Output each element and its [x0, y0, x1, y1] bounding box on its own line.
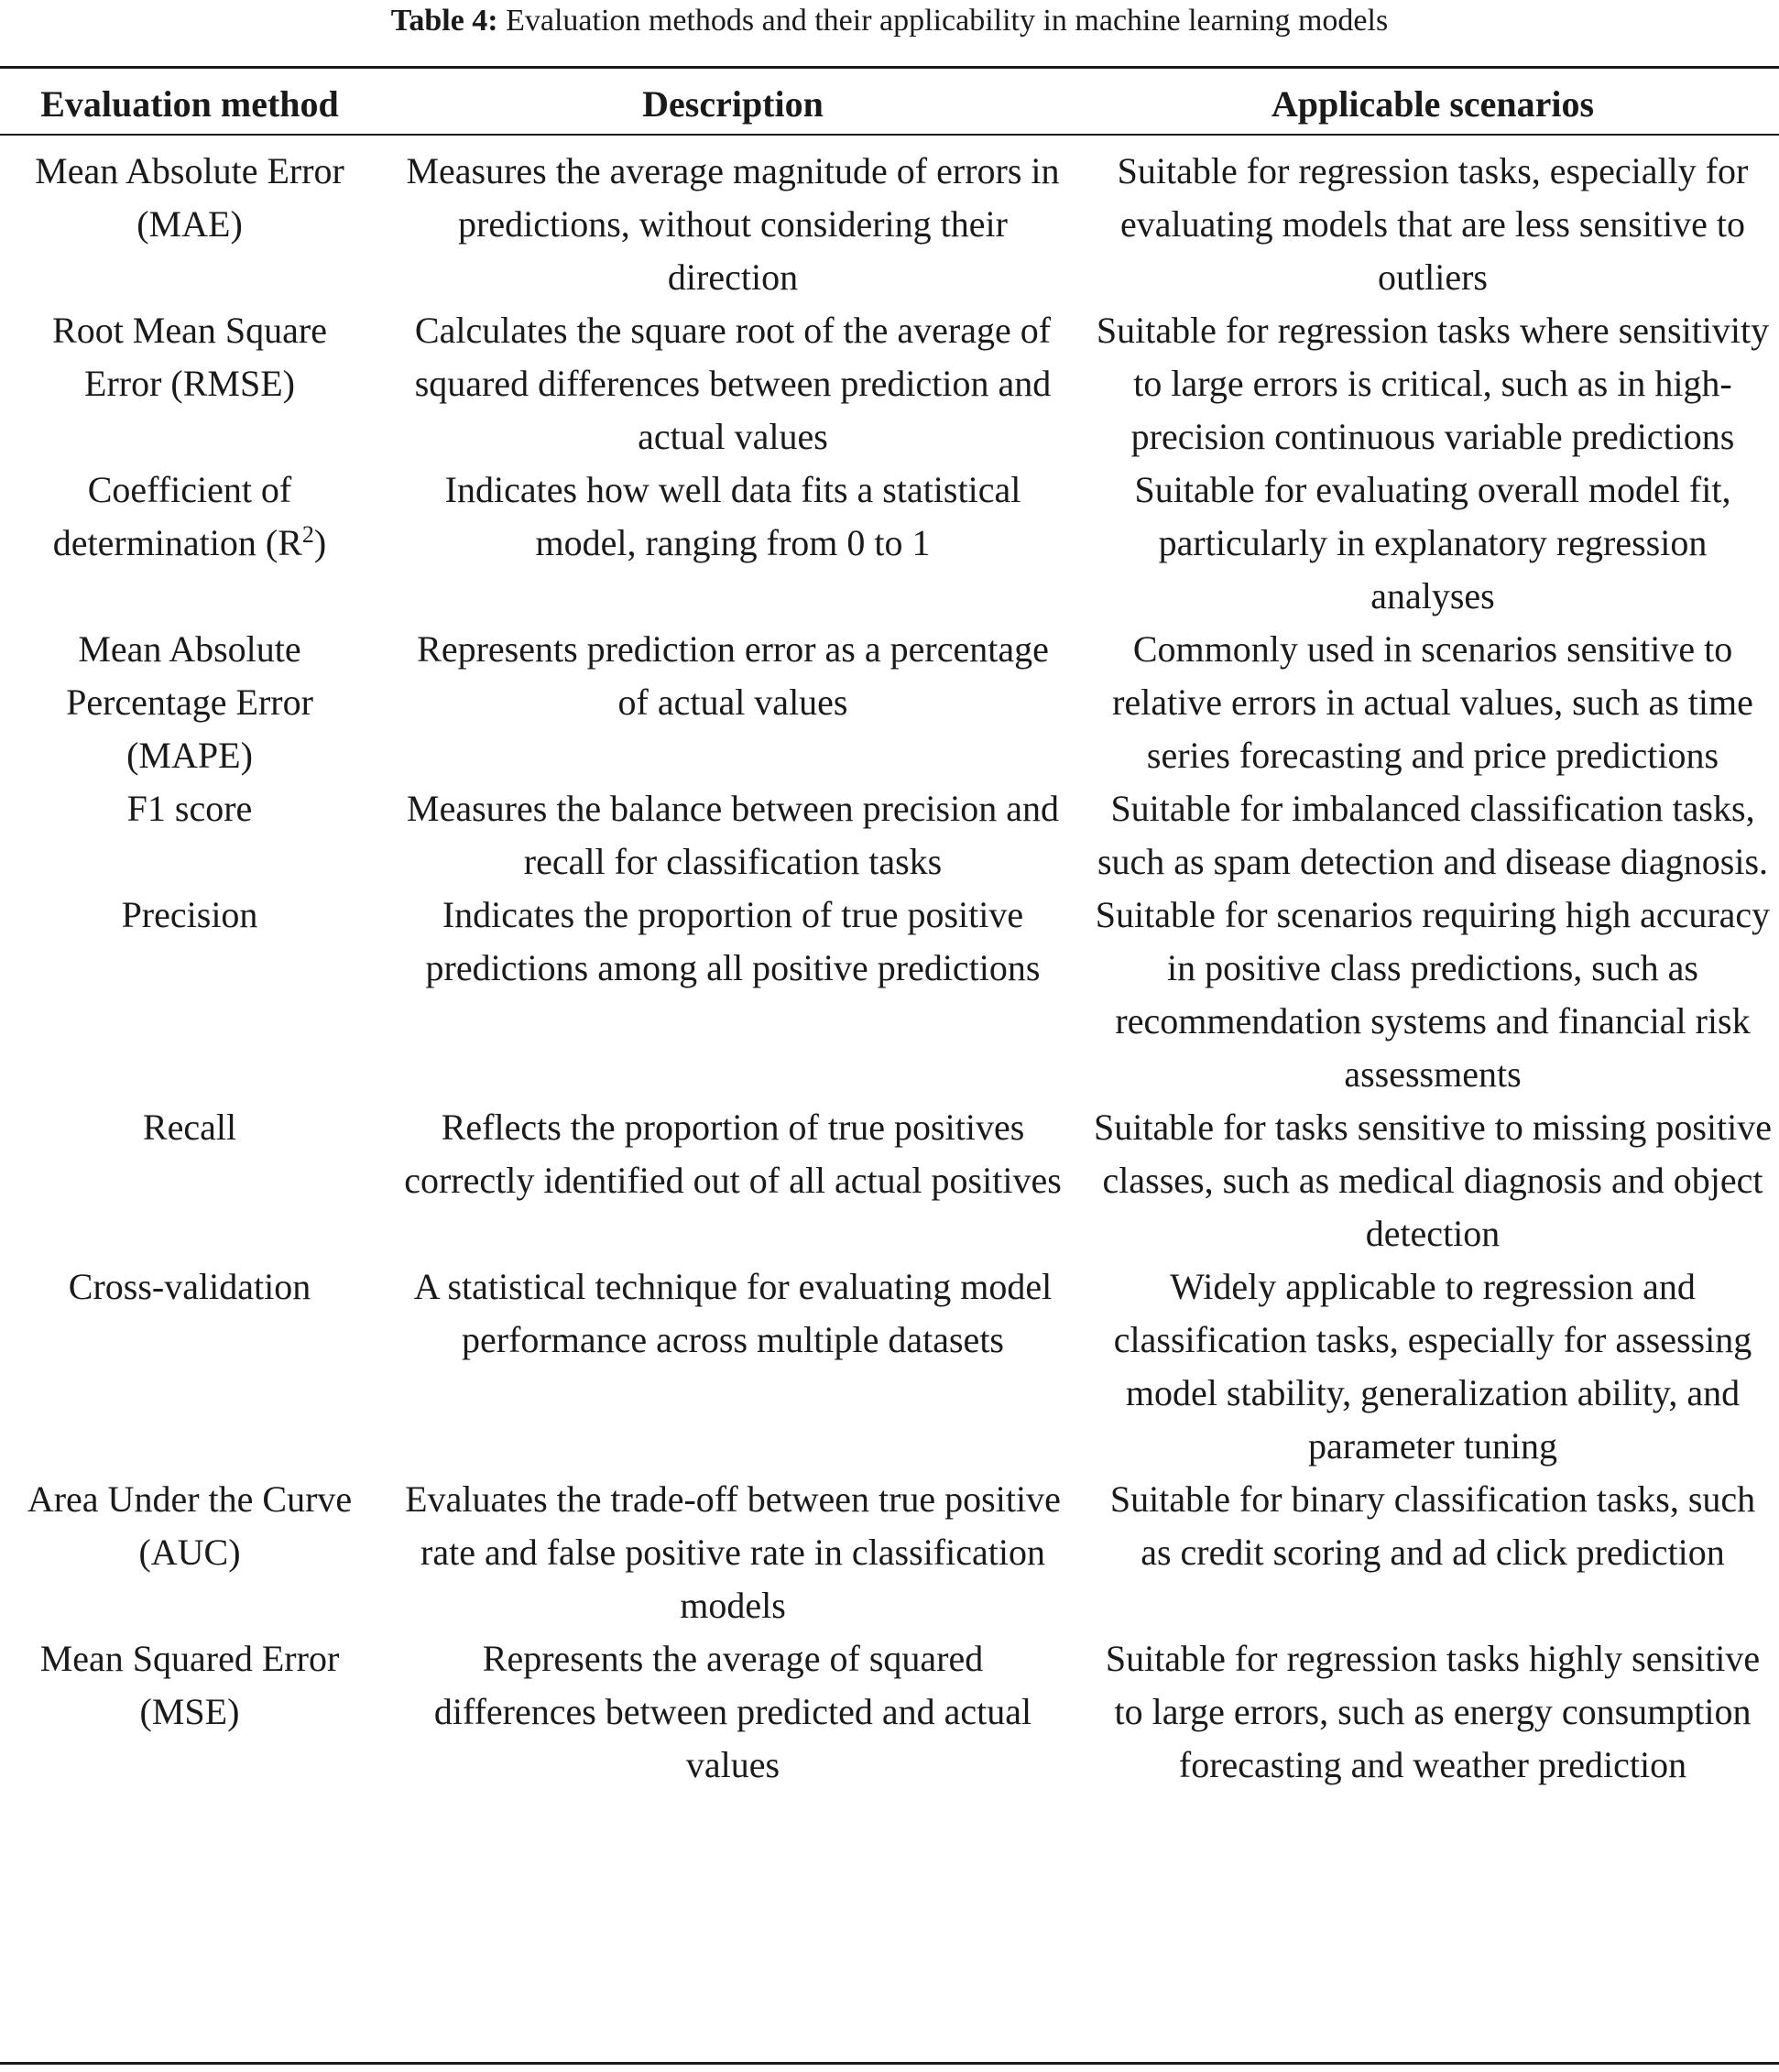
method-cell	[0, 463, 379, 623]
header-row	[0, 78, 1779, 131]
description-cell: Calculates the square root of the average of squared differences between prediction and actual values	[414, 310, 1052, 457]
table-row	[0, 1101, 1779, 1260]
method-cell: F1 score	[126, 788, 253, 829]
description-cell: Represents prediction error as a percentage of actual values	[417, 628, 1049, 723]
description-cell: Represents the average of squared differences between predicted and actual values	[433, 1638, 1032, 1785]
method-cell: Mean Squared Error (MSE)	[39, 1638, 340, 1732]
description-cell: Measures the balance between precision and recall for classification tasks	[407, 788, 1059, 882]
scenarios-cell: Suitable for regression tasks highly sensitive to large errors, such as energy consumption forecasting and weather prediction	[1105, 1638, 1761, 1785]
table-row	[0, 463, 1779, 623]
evaluation-methods-table	[0, 145, 1779, 1792]
bottom-rule	[0, 2062, 1779, 2065]
description-cell: Indicates the proportion of true positive predictions among all positive predictions	[425, 894, 1041, 988]
superscript-2: 2	[301, 521, 314, 548]
method-cell: Cross-validation	[68, 1266, 311, 1307]
method-cell: Area Under the Curve (AUC)	[27, 1478, 353, 1573]
scenarios-cell: Suitable for tasks sensitive to missing positive classes, such as medical diagnosis and object detection	[1094, 1107, 1772, 1254]
top-rule	[0, 66, 1779, 69]
description-cell: A statistical technique for evaluating model performance across multiple datasets	[413, 1266, 1053, 1360]
table-header	[0, 78, 1779, 131]
method-cell: Recall	[142, 1107, 237, 1148]
description-cell: Indicates how well data fits a statistical model, ranging from 0 to 1	[444, 469, 1021, 563]
scenarios-cell: Suitable for evaluating overall model fit, particularly in explanatory regression analyses	[1134, 469, 1731, 616]
header-rule	[0, 134, 1779, 136]
table-caption	[0, 0, 1779, 46]
table-row	[0, 304, 1779, 463]
table-row	[0, 782, 1779, 889]
scenarios-cell: Commonly used in scenarios sensitive to relative errors in actual values, such as time series forecasting and price predictions	[1112, 628, 1753, 776]
caption-text: Evaluation methods and their applicability in machine learning models	[497, 4, 1389, 38]
method-cell: Mean Absolute Error (MAE)	[35, 150, 344, 245]
method-text-end: )	[313, 522, 327, 563]
table-row	[0, 145, 1779, 304]
method-cell: Mean Absolute Percentage Error (MAPE)	[66, 628, 313, 776]
table-row	[0, 889, 1779, 1101]
header-description: Description	[642, 83, 824, 125]
scenarios-cell: Widely applicable to regression and classification tasks, especially for assessing model stability, generalization ability, and parameter tuning	[1113, 1266, 1752, 1467]
caption-label: Table 4:	[390, 4, 498, 38]
method-cell: Root Mean Square Error (RMSE)	[52, 310, 327, 404]
description-cell: Evaluates the trade-off between true positive rate and false positive rate in classification models	[405, 1478, 1061, 1626]
scenarios-cell: Suitable for binary classification tasks, such as credit scoring and ad click prediction	[1109, 1478, 1756, 1573]
scenarios-cell: Suitable for scenarios requiring high accuracy in positive class predictions, such as recommendation systems and financial risk assessments	[1095, 894, 1771, 1095]
header-applicable-scenarios: Applicable scenarios	[1271, 83, 1595, 125]
scenarios-cell: Suitable for regression tasks where sensitivity to large errors is critical, such as in high-precision continuous variable predictions	[1096, 310, 1770, 457]
scenarios-cell: Suitable for imbalanced classification tasks, such as spam detection and disease diagnosis.	[1097, 788, 1769, 882]
table-row	[0, 1260, 1779, 1473]
description-cell: Reflects the proportion of true positives correctly identified out of all actual positives	[404, 1107, 1062, 1201]
scenarios-cell: Suitable for regression tasks, especially for evaluating models that are less sensitive to outliers	[1117, 150, 1749, 298]
method-cell: Precision	[121, 894, 258, 935]
description-cell: Measures the average magnitude of errors in predictions, without considering their direction	[406, 150, 1060, 298]
table-row	[0, 623, 1779, 782]
table-row	[0, 1632, 1779, 1792]
table-row	[0, 1473, 1779, 1632]
method-text: Coefficient of determination (R	[52, 469, 302, 563]
header-evaluation-method: Evaluation method	[40, 83, 339, 125]
